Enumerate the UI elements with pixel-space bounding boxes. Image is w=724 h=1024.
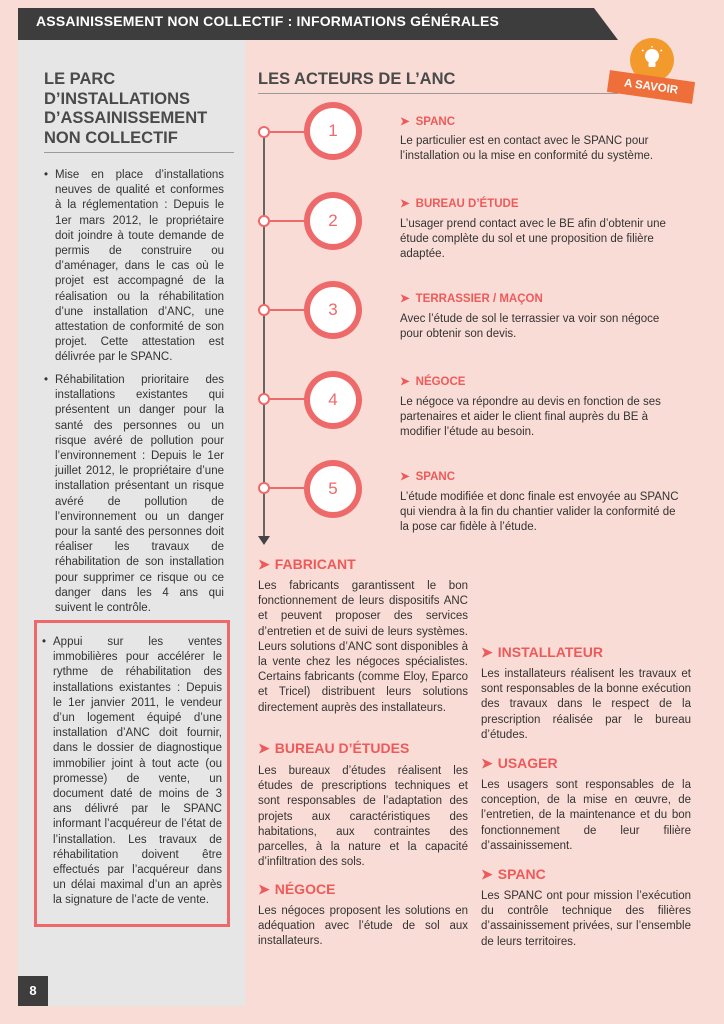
badge-label: A SAVOIR bbox=[607, 70, 695, 104]
actor-text: Les SPANC ont pour mission l’exécution du contrôle technique des filières d’assainissement privées, sur l’ensemble de leurs territoires. bbox=[481, 890, 691, 948]
step-number-circle bbox=[304, 192, 362, 250]
list-item bbox=[44, 168, 224, 366]
timeline-connector bbox=[270, 131, 306, 133]
list-item bbox=[44, 373, 224, 616]
chevron-right-icon: ➤ bbox=[258, 881, 270, 897]
list-item-text: Mise en place d’installations neuves de qualité et conformes à la réglementation : Depuis le 1er mars 2012, le propriétaire doit joindre à toute demande de permis de construire ou d’aménager, dans le cas où le projet est accompagné de la réalisation ou la réhabilitation d’une installation d’ANC, une attestation de conformité de son projet. Cette attestation est délivrée par le SPANC. bbox=[55, 169, 224, 364]
step-text: L’usager prend contact avec le BE afin d’obtenir une étude complète du sol et une proposition de filière adaptée. bbox=[400, 218, 666, 261]
step-text: Avec l’étude de sol le terrassier va voir son négoce pour obtenir son devis. bbox=[400, 313, 660, 341]
step-label: ➤ NÉGOCE bbox=[400, 376, 466, 388]
step-label: ➤ SPANC bbox=[400, 471, 456, 483]
timeline-dot bbox=[258, 393, 270, 405]
chevron-right-icon: ➤ bbox=[258, 556, 270, 572]
step-number: 3 bbox=[310, 287, 356, 333]
chevron-right-icon: ➤ bbox=[400, 198, 410, 210]
step-label: ➤ BUREAU D’ÉTUDE bbox=[400, 198, 519, 210]
step-number-circle bbox=[304, 460, 362, 518]
actor-title-installateur: ➤ INSTALLATEUR bbox=[481, 644, 603, 660]
chevron-right-icon: ➤ bbox=[400, 293, 410, 305]
actor-title-spanc: ➤ SPANC bbox=[481, 866, 546, 882]
actor-title-fabricant: ➤ FABRICANT bbox=[258, 556, 356, 572]
step-number: 4 bbox=[310, 377, 356, 423]
step-number-circle bbox=[304, 371, 362, 429]
actor-text: Les bureaux d’études réalisent les études de prescriptions techniques et sont responsables de l’adaptation des projets aux caractéristiques des habitations, aux contraintes des parcelles, à la nature et la capacité d’infiltration des sols. bbox=[258, 765, 468, 869]
step-text: Le particulier est en contact avec le SPANC pour l’installation ou la mise en conformité du système. bbox=[400, 135, 654, 163]
chevron-right-icon: ➤ bbox=[481, 755, 493, 771]
actor-title-negoce: ➤ NÉGOCE bbox=[258, 881, 336, 897]
timeline-dot bbox=[258, 126, 270, 138]
step-text: Le négoce va répondre au devis en fonction de ses partenaires et aider le client final auprès du BE à modifier l’étude au besoin. bbox=[400, 396, 661, 439]
step-number: 1 bbox=[310, 108, 356, 154]
actor-text: Les installateurs réalisent les travaux et sont responsables de la bonne exécution des travaux dans le respect de la prescription réalisée par le bureau d’études. bbox=[481, 668, 691, 741]
timeline-arrow-icon bbox=[258, 536, 270, 545]
chevron-right-icon: ➤ bbox=[258, 740, 270, 756]
step-number-circle bbox=[304, 281, 362, 339]
timeline-connector bbox=[270, 487, 306, 489]
chevron-right-icon: ➤ bbox=[481, 644, 493, 660]
step-number-circle bbox=[304, 102, 362, 160]
lightbulb-icon bbox=[640, 46, 664, 72]
timeline-connector bbox=[270, 309, 306, 311]
step-number: 5 bbox=[310, 466, 356, 512]
bullet-dot: • bbox=[44, 374, 49, 386]
step-label: ➤ SPANC bbox=[400, 116, 456, 128]
step-label: ➤ TERRASSIER / MAÇON bbox=[400, 293, 543, 305]
chevron-right-icon: ➤ bbox=[400, 471, 410, 483]
step-text: L’étude modifiée et donc finale est envoyée au SPANC qui viendra à la fin du chantier valider la conformité de la pose car fidèle à l’étude. bbox=[400, 491, 679, 534]
list-item-text: Appui sur les ventes immobilières pour accélérer le rythme de réhabilitation des installations existantes : Depuis le 1er janvier 2011, le vendeur d’un logement équipé d’une installation d’ANC doit fournir, dans le dossier de diagnostique immobilier joint à tout acte (ou promesse) de vente, un document daté de moins de 3 ans délivré par le SPANC informant l’acquéreur de l’état de l’installation. Les travaux de réhabilitation doivent être effectués par l’acquéreur dans un délai maximal d’un an après la signature de l’acte de vente. bbox=[53, 636, 222, 907]
page-number-box bbox=[18, 976, 48, 1006]
timeline-line bbox=[263, 130, 265, 540]
timeline-dot bbox=[258, 482, 270, 494]
actor-text: Les usagers sont responsables de la conception, de la mise en œuvre, de l’entretien, de la maintenance et du bon fonctionnement de leur filière d’assainissement. bbox=[481, 779, 691, 852]
timeline-connector bbox=[270, 398, 306, 400]
list-item bbox=[42, 635, 222, 909]
actor-title-bureau-etudes: ➤ BUREAU D’ÉTUDES bbox=[258, 740, 410, 756]
chevron-right-icon: ➤ bbox=[481, 866, 493, 882]
chevron-right-icon: ➤ bbox=[400, 116, 410, 128]
info-badge bbox=[608, 38, 696, 104]
highlight-box bbox=[34, 620, 230, 927]
step-number: 2 bbox=[310, 198, 356, 244]
bullet-dot: • bbox=[42, 636, 47, 648]
right-section-title: LES ACTEURS DE L’ANC bbox=[258, 70, 456, 88]
header-title: ASSAINISSEMENT NON COLLECTIF : INFORMATIONS GÉNÉRALES bbox=[36, 13, 500, 29]
actor-title-usager: ➤ USAGER bbox=[481, 755, 558, 771]
title-divider bbox=[258, 93, 618, 94]
chevron-right-icon: ➤ bbox=[400, 376, 410, 388]
list-item-text: Réhabilitation prioritaire des installations existantes qui présentent un danger pour la santé des personnes ou un risque avéré de pollution pour l’environnement : Depuis le 1er juillet 2012, le propriétaire d’une installation présentant un risque avéré de pollution de l’environnement ou un danger pour la santé des personnes doit réaliser les travaux de réhabilitation de son installation pour supprimer ce risque ou ce danger dans les 4 ans qui suivent le contrôle. bbox=[55, 374, 224, 615]
page-number: 8 bbox=[29, 983, 37, 998]
actor-text: Les négoces proposent les solutions en adéquation avec l’étude de sol aux installateurs. bbox=[258, 905, 468, 948]
timeline-dot bbox=[258, 215, 270, 227]
timeline-connector bbox=[270, 220, 306, 222]
timeline-dot bbox=[258, 304, 270, 316]
title-divider bbox=[44, 152, 234, 153]
actor-text: Les fabricants garantissent le bon fonctionnement de leurs dispositifs ANC et peuvent proposer des services d’entretien et de suivi de leurs systèmes. Leurs solutions d’ANC sont disponibles à la vente chez les négoces spécialistes. Certains fabricants (comme Eloy, Eparco et Tricel) distribuent leurs solutions directement auprès des installateurs. bbox=[258, 580, 468, 714]
left-section-title: LE PARC D’INSTALLATIONS D’ASSAINISSEMENT NON COLLECTIF bbox=[44, 70, 208, 147]
bullet-dot: • bbox=[44, 169, 49, 181]
